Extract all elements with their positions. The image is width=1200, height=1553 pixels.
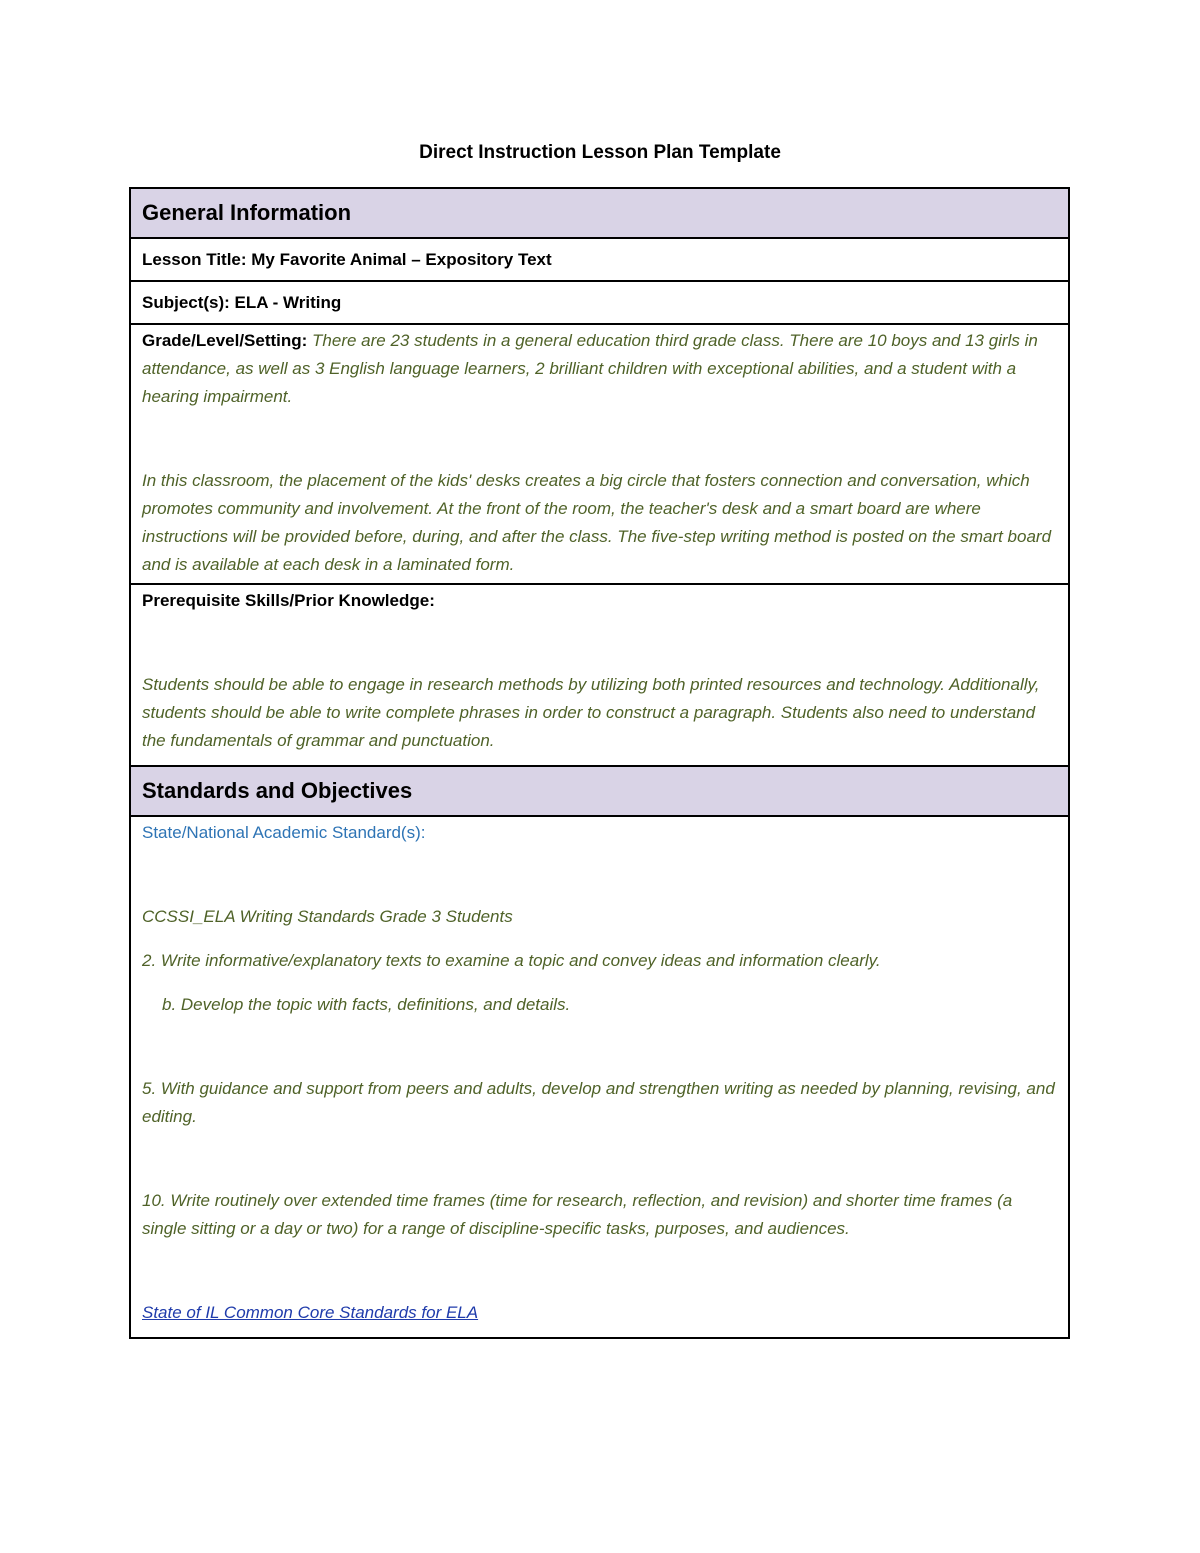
- grade-level-setting-label: Grade/Level/Setting:: [142, 331, 308, 350]
- standard-item-2: 2. Write informative/explanatory texts to examine a topic and convey ideas and information clearly.: [142, 951, 881, 970]
- lesson-plan-table: [129, 187, 1070, 1339]
- standards-label: State/National Academic Standard(s):: [142, 823, 426, 842]
- standard-item-5: 5. With guidance and support from peers and adults, develop and strengthen writing as needed by planning, revising, and editing.: [142, 1079, 1055, 1126]
- subjects: Subject(s): ELA - Writing: [130, 281, 1069, 324]
- prerequisite-text: Students should be able to engage in research methods by utilizing both printed resources and technology. Additionally, students should be able to write complete phrases in order to construct a paragraph. Students also need to understand the fundamentals of grammar and punctuation.: [142, 675, 1040, 750]
- prerequisite-label: Prerequisite Skills/Prior Knowledge:: [142, 591, 435, 610]
- il-standards-link[interactable]: State of IL Common Core Standards for ELA: [142, 1303, 479, 1322]
- grade-level-setting-text: There are 23 students in a general education third grade class. There are 10 boys and 13 girls in attendance, as well as 3 English language learners, 2 brilliant children with exceptional abilities, and a student with a hearing impairment.: [142, 331, 1038, 406]
- classroom-description: In this classroom, the placement of the kids' desks creates a big circle that fosters connection and conversation, which promotes community and involvement. At the front of the room, the teacher's desk and a smart board are where instructions will be provided before, during, and after the class. The five-step writing method is posted on the smart board and is available at each desk in a laminated form.: [142, 471, 1052, 574]
- standard-item-2b: b. Develop the topic with facts, definitions, and details.: [162, 995, 571, 1014]
- document-title: Direct Instruction Lesson Plan Template: [419, 142, 781, 163]
- standards-objectives-header: Standards and Objectives: [130, 766, 1069, 816]
- general-information-header: General Information: [130, 188, 1069, 238]
- grade-level-setting-cell: [130, 324, 1069, 584]
- standard-item-10: 10. Write routinely over extended time frames (time for research, reflection, and revision) and shorter time frames (a single sitting or a day or two) for a range of discipline-specific tasks, purposes, and audiences.: [142, 1191, 1013, 1238]
- prerequisite-cell: [130, 584, 1069, 766]
- standards-cell: [130, 816, 1069, 1338]
- lesson-title: Lesson Title: My Favorite Animal – Expository Text: [130, 238, 1069, 281]
- ccss-heading: CCSSI_ELA Writing Standards Grade 3 Students: [142, 907, 513, 926]
